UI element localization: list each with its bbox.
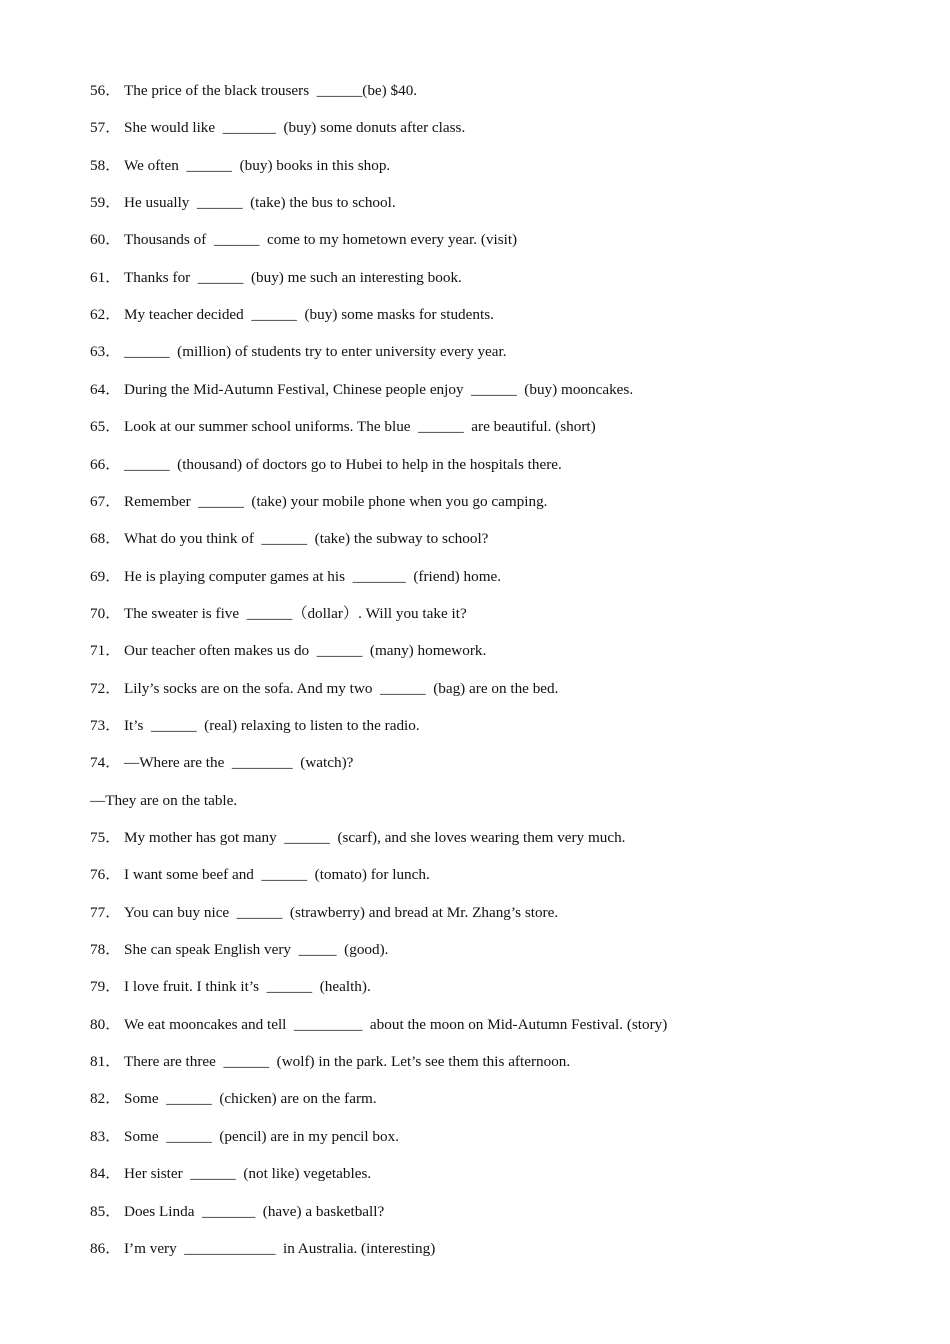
question-line bbox=[90, 80, 417, 102]
question-line bbox=[90, 827, 625, 849]
question-text: What do you think of ______ (take) the subway to school? bbox=[124, 530, 489, 548]
question-line bbox=[90, 454, 562, 476]
question-line bbox=[90, 1014, 667, 1036]
question-line bbox=[90, 1163, 371, 1185]
question-line bbox=[90, 267, 462, 289]
question-text: I’m very ____________ in Australia. (interesting) bbox=[124, 1239, 436, 1257]
question-number: 56． bbox=[90, 82, 121, 99]
question-line bbox=[90, 491, 547, 513]
question-line bbox=[90, 939, 388, 961]
question-number: 60． bbox=[90, 231, 121, 249]
question-text: Some ______ (pencil) are in my pencil box. bbox=[124, 1127, 399, 1145]
answer-line bbox=[90, 790, 237, 812]
question-line bbox=[90, 155, 390, 177]
question-number: 72． bbox=[90, 679, 121, 697]
question-text: My teacher decided ______ (buy) some masks for students. bbox=[124, 306, 494, 324]
question-line bbox=[90, 192, 396, 214]
question-number: 69． bbox=[90, 567, 121, 585]
question-text: —They are on the table. bbox=[90, 791, 238, 809]
question-text: We eat mooncakes and tell _________ about the moon on Mid-Autumn Festival. (story) bbox=[124, 1015, 668, 1033]
question-number: 71． bbox=[90, 642, 121, 660]
question-text: —Where are the ________ (watch)? bbox=[124, 754, 354, 772]
question-number: 85． bbox=[90, 1202, 121, 1220]
question-text: There are three ______ (wolf) in the park. Let’s see them this afternoon. bbox=[124, 1053, 571, 1071]
question-text: Lily’s socks are on the sofa. And my two ______ (bag) are on the bed. bbox=[124, 679, 559, 697]
question-number: 57． bbox=[90, 119, 121, 137]
question-line bbox=[90, 976, 371, 998]
question-line bbox=[90, 715, 420, 737]
question-text: The price of the black trousers ______(be) $40. bbox=[124, 82, 418, 99]
question-line bbox=[90, 1238, 435, 1260]
question-line bbox=[90, 416, 596, 438]
question-number: 65． bbox=[90, 418, 121, 436]
question-number: 58． bbox=[90, 156, 121, 174]
question-number: 79． bbox=[90, 978, 121, 996]
question-text: We often ______ (buy) books in this shop. bbox=[124, 156, 391, 174]
question-number: 84． bbox=[90, 1165, 121, 1183]
question-line bbox=[90, 678, 558, 700]
question-number: 64． bbox=[90, 380, 121, 398]
question-number: 70． bbox=[90, 604, 121, 622]
question-number: 61． bbox=[90, 268, 121, 286]
question-text: She would like _______ (buy) some donuts after class. bbox=[124, 119, 466, 137]
question-line bbox=[90, 341, 507, 363]
question-number: 73． bbox=[90, 716, 121, 734]
question-line bbox=[90, 379, 633, 401]
question-text: Our teacher often makes us do ______ (many) homework. bbox=[124, 642, 487, 660]
question-text: I love fruit. I think it’s ______ (health). bbox=[124, 978, 371, 996]
question-text: Thanks for ______ (buy) me such an interesting book. bbox=[124, 268, 462, 286]
question-line bbox=[90, 603, 467, 625]
question-number: 75． bbox=[90, 829, 121, 846]
question-text: He is playing computer games at his _______ (friend) home. bbox=[124, 567, 502, 585]
question-text: My mother has got many ______ (scarf), and she loves wearing them very much. bbox=[124, 829, 626, 846]
question-text: I want some beef and ______ (tomato) for lunch. bbox=[124, 866, 430, 884]
question-text: Some ______ (chicken) are on the farm. bbox=[124, 1090, 377, 1108]
question-line bbox=[90, 528, 488, 550]
question-line bbox=[90, 752, 353, 774]
question-line bbox=[90, 1051, 570, 1073]
question-number: 77． bbox=[90, 903, 121, 921]
question-text: ______ (thousand) of doctors go to Hubei to help in the hospitals there. bbox=[124, 455, 562, 473]
question-number: 68． bbox=[90, 530, 121, 548]
question-line bbox=[90, 902, 558, 924]
question-number: 82． bbox=[90, 1090, 121, 1108]
question-number: 86． bbox=[90, 1239, 121, 1257]
question-line bbox=[90, 304, 494, 326]
question-line bbox=[90, 1088, 377, 1110]
question-line bbox=[90, 864, 430, 886]
question-number: 62． bbox=[90, 306, 121, 324]
question-text: Thousands of ______ come to my hometown every year. (visit) bbox=[124, 231, 518, 249]
question-number: 59． bbox=[90, 194, 121, 212]
question-line bbox=[90, 1201, 384, 1223]
question-line bbox=[90, 640, 486, 662]
question-line bbox=[90, 566, 501, 588]
question-number: 63． bbox=[90, 343, 121, 361]
question-text: During the Mid-Autumn Festival, Chinese people enjoy ______ (buy) mooncakes. bbox=[124, 380, 634, 398]
question-text: Her sister ______ (not like) vegetables. bbox=[124, 1165, 372, 1183]
question-text: You can buy nice ______ (strawberry) and bread at Mr. Zhang’s store. bbox=[124, 903, 559, 921]
question-number: 66． bbox=[90, 455, 121, 473]
question-text: He usually ______ (take) the bus to school. bbox=[124, 194, 396, 212]
question-line bbox=[90, 229, 517, 251]
question-text: She can speak English very _____ (good). bbox=[124, 941, 389, 959]
question-text: It’s ______ (real) relaxing to listen to the radio. bbox=[124, 716, 420, 734]
question-number: 83． bbox=[90, 1127, 121, 1145]
question-number: 78． bbox=[90, 941, 121, 959]
question-number: 74． bbox=[90, 754, 121, 772]
question-number: 80． bbox=[90, 1015, 121, 1033]
question-line bbox=[90, 1126, 399, 1148]
question-number: 67． bbox=[90, 492, 121, 510]
question-text: ______ (million) of students try to enter university every year. bbox=[124, 343, 507, 361]
question-text: Look at our summer school uniforms. The blue ______ are beautiful. (short) bbox=[124, 418, 596, 436]
question-number: 81． bbox=[90, 1053, 121, 1071]
question-number: 76． bbox=[90, 866, 121, 884]
question-text: The sweater is five ______（dollar）. Will you take it? bbox=[124, 604, 467, 622]
question-text: Does Linda _______ (have) a basketball? bbox=[124, 1202, 385, 1220]
question-line bbox=[90, 117, 465, 139]
question-text: Remember ______ (take) your mobile phone when you go camping. bbox=[124, 492, 548, 510]
